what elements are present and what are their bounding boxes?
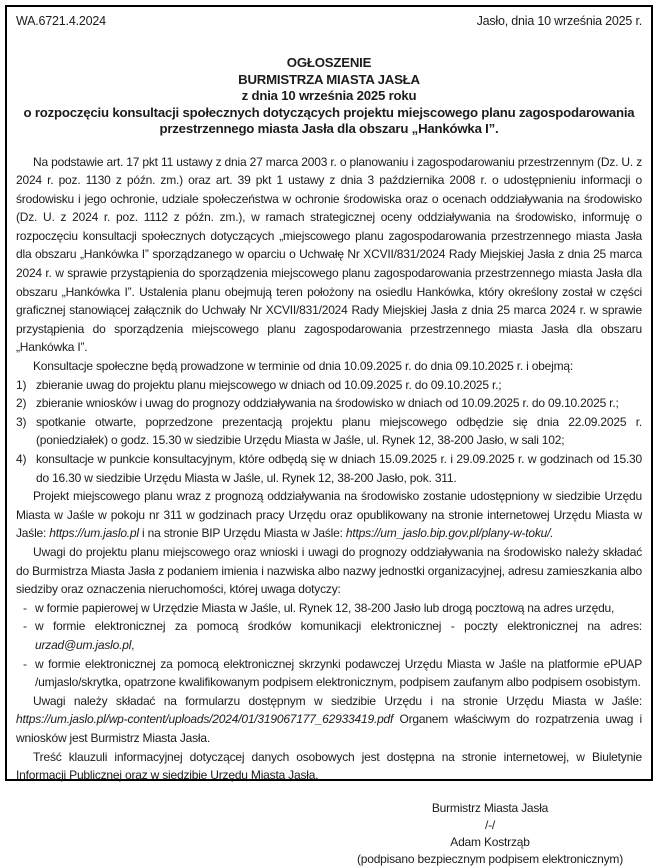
- url-text: https://um.jaslo.pl/wp-content/uploads/2024/01/319067177_62933419.pdf: [16, 712, 394, 727]
- paragraph: [16, 543, 642, 599]
- list-item: [16, 450, 642, 487]
- text-segment: Organem właściwym do rozpatrzenia uwag i wniosków jest Burmistrz Miasta Jasła.: [16, 712, 642, 745]
- document-body: [16, 153, 642, 785]
- signature-note: (podpisano bezpiecznym podpisem elektronicznym): [356, 851, 624, 866]
- text-segment: w formie papierowej w Urzędzie Miasta w Jaśle, ul. Rynek 12, 38-200 Jasło lub drogą pocztową na adres urzędu,: [35, 600, 615, 615]
- text-segment: spotkanie otwarte, poprzedzone prezentacją projektu planu miejscowego odbędzie się dnia 22.09.2025 r. (poniedziałek) o godz. 15.30 w siedzibie Urzędu Miasta w Jaśle, ul. Rynek 12, 38-200 Jasło, w sali 102;: [36, 414, 642, 448]
- text-segment: konsultacje w punkcie konsultacyjnym, które odbędą się w dniach 15.09.2025 r. i 29.09.2025 r. w godzinach od 15.30 do 16.30 w siedzibie Urzędu Miasta w Jaśle, ul. Rynek 12, 38-200 Jasło, pok. 311.: [36, 452, 642, 485]
- text-segment: i na stronie BIP Urzędu Miasta w Jaśle:: [138, 526, 346, 541]
- list-item: [16, 413, 642, 450]
- title-line: o rozpoczęciu konsultacji społecznych dotyczących projektu miejscowego planu zagospodarowania: [23, 104, 635, 120]
- list-item: [16, 376, 642, 395]
- paragraph: [16, 748, 642, 785]
- list-marker: 1): [16, 377, 27, 392]
- text-segment: ,: [131, 637, 135, 652]
- url-text: https://um_jaslo.bip.gov.pl/plany-w-toku/.: [345, 526, 554, 541]
- url-text: urzad@um.jaslo.pl: [35, 637, 132, 652]
- text-segment: Na podstawie art. 17 pkt 11 ustawy z dnia 27 marca 2003 r. o planowaniu i zagospodarowaniu przestrzennym (Dz. U. z 2024 r. poz. 1130 z późn. zm.) oraz art. 39 pkt 1 ustawy z dnia 3 października 2008 r. o udostępnieniu informacji o środowisku i jego ochronie, udziale społeczeństwa w ochronie środowiska oraz o ocenach oddziaływania na środowisko (Dz. U. z 2024 r. poz. 1112 z późn. zm.), w ramach strategicznej oceny oddziaływania na środowisko, informuję o rozpoczęciu konsultacji społecznych dotyczących „miejscowego planu zagospodarowania przestrzennego miasta Jasła dla obszaru „Hankówka I” sporządzanego w oparciu o Uchwałę Nr XCVII/831/2024 Rady Miejskiej Jasła z dnia 25 marca 2024 r. w sprawie przystąpienia do sporządzenia miejscowego planu zagospodarowania przestrzennego miasta Jasła dla obszaru „Hankówka I”. Ustalenia planu obejmują teren położony na osiedlu Hankówka, który określony został w części graficznej stanowiącej załącznik do Uchwały Nr XCVII/831/2024 Rady Miejskiej Jasła z dnia 25 marca 2024 r. w sprawie przystąpienia do sporządzenia miejscowego planu zagospodarowania przestrzennego miasta Jasła dla obszaru „Hankówka I”.: [16, 154, 642, 355]
- title-line: z dnia 10 września 2025 roku: [241, 88, 417, 103]
- list-marker: -: [23, 656, 27, 671]
- url-text: https://um.jaslo.pl: [49, 526, 139, 541]
- document-title: [16, 55, 642, 138]
- signature-role: Burmistrz Miasta Jasła: [431, 800, 549, 815]
- document-header: [16, 14, 642, 29]
- place-and-date: Jasło, dnia 10 września 2025 r.: [476, 14, 642, 28]
- list-marker: 4): [16, 452, 27, 466]
- text-segment: w formie elektronicznej za pomocą elektronicznej skrzynki podawczej Urzędu Miasta w Jaśle na platformie ePUAP /umjaslo/skrytka, opatrzone kwalifikowanym podpisem elektronicznym, podpisem zaufanym albo podpisem osobistym.: [35, 656, 642, 690]
- signature-separator: /-/: [484, 817, 496, 832]
- text-segment: Treść klauzuli informacyjnej dotyczącej danych osobowych jest dostępna na stronie internetowej, w Biuletynie Informacji Publicznej oraz w siedzibie Urzędu Miasta Jasła.: [16, 749, 642, 783]
- title-line: BURMISTRZA MIASTA JASŁA: [238, 71, 420, 87]
- list-item: [23, 599, 642, 618]
- list-item: [23, 617, 642, 654]
- text-segment: w formie elektronicznej za pomocą środków komunikacji elektronicznej - poczty elektronicznej na adres:: [35, 619, 642, 634]
- list-marker: -: [23, 619, 27, 634]
- list-item: [23, 655, 642, 692]
- list-marker: 3): [16, 414, 27, 429]
- text-segment: zbieranie uwag do projektu planu miejscowego w dniach od 10.09.2025 r. do 09.10.2025 r.;: [36, 377, 502, 392]
- list-marker: 2): [16, 396, 27, 411]
- paragraph: [16, 357, 642, 376]
- title-line: przestrzennego miasta Jasła dla obszaru „Hankówka I”.: [159, 121, 499, 136]
- title-line: OGŁOSZENIE: [286, 55, 372, 70]
- paragraph: [16, 153, 642, 358]
- list-marker: -: [23, 600, 27, 615]
- text-segment: Uwagi należy składać na formularzu dostępnym w siedzibie Urzędu i na stronie Urzędu Miasta w Jaśle:: [33, 693, 642, 708]
- paragraph: [16, 692, 642, 748]
- paragraph: [16, 487, 642, 543]
- text-segment: Konsultacje społeczne będą prowadzone w terminie od dnia 10.09.2025 r. do dnia 09.10.2025 r. i obejmą:: [33, 359, 573, 374]
- signature-name: Adam Kostrząb: [450, 834, 530, 849]
- text-segment: zbieranie wniosków i uwag do prognozy oddziaływania na środowisko w dniach od 10.09.2025 r. do 09.10.2025 r.;: [36, 396, 619, 411]
- list-item: [16, 394, 642, 413]
- document-frame: [5, 5, 653, 866]
- text-segment: Uwagi do projektu planu miejscowego oraz wnioski i uwagi do prognozy oddziaływania na środowisko należy składać do Burmistrza Miasta Jasła z podaniem imienia i nazwiska albo nazwy jednostki organizacyjnej, adresu zamieszkania albo siedziby oraz oznaczenia nieruchomości, której uwaga dotyczy:: [16, 544, 642, 597]
- reference-number: WA.6721.4.2024: [16, 14, 106, 28]
- text-segment: Projekt miejscowego planu wraz z prognozą oddziaływania na środowisko zostanie udostępniony w siedzibie Urzędu Miasta w Jaśle w pokoju nr 311 w godzinach pracy Urzędu oraz opublikowany na stronie internetowej Urzędu Miasta w Jaśle:: [16, 489, 642, 541]
- signature-block: [340, 800, 640, 868]
